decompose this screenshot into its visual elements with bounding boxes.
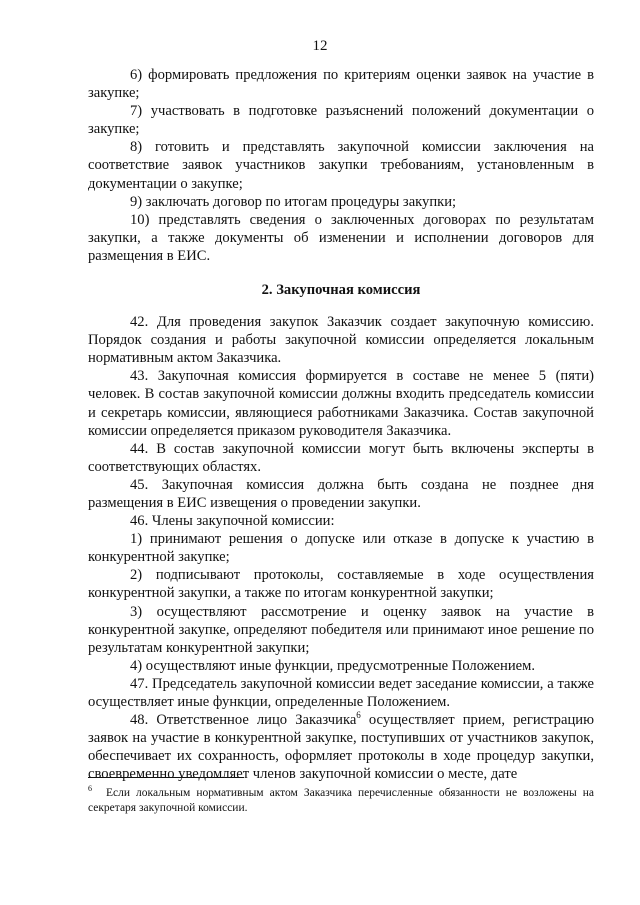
list-item: 6) формировать предложения по критериям оценки заявок на участие в закупке; bbox=[88, 67, 594, 102]
paragraph-46: 46. Члены закупочной комиссии: bbox=[130, 513, 335, 530]
footnote bbox=[88, 786, 594, 816]
footnote-mark: 6 bbox=[88, 784, 92, 794]
page-number: 12 bbox=[312, 38, 328, 54]
footnote-text: Если локальным нормативным актом Заказчика перечисленные обязанности не возложены на секретаря закупочной комиссии. bbox=[88, 787, 594, 814]
paragraph-43: 43. Закупочная комиссия формируется в составе не менее 5 (пяти) человек. В состав закупочной комиссии должны входить председатель комиссии и секретарь комиссии, являющиеся работниками Заказчика. Состав закупочной комиссии определяется приказом руководителя Заказчика. bbox=[88, 368, 594, 439]
footnote-separator bbox=[88, 777, 244, 778]
list-item: 9) заключать договор по итогам процедуры закупки; bbox=[130, 193, 457, 210]
paragraph-42: 42. Для проведения закупок Заказчик создает закупочную комиссию. Порядок создания и работы закупочной комиссии определяется локальным нормативным актом Заказчика. bbox=[88, 314, 594, 367]
list-item: 10) представлять сведения о заключенных договорах по результатам закупки, а также документы об изменении и исполнении договоров для размещения в ЕИС. bbox=[88, 211, 594, 264]
list-item: 1) принимают решения о допуске или отказе в допуске к участию в конкурентной закупке; bbox=[88, 531, 594, 566]
paragraph-47: 47. Председатель закупочной комиссии ведет заседание комиссии, а также осуществляет иные функции, определенные Положением. bbox=[88, 675, 594, 710]
paragraph-48-start: 48. Ответственное лицо Заказчика bbox=[130, 712, 357, 729]
list-item: 8) готовить и представлять закупочной комиссии заключения на соответствие заявок участников закупки требованиям, установленным в документации о закупке; bbox=[88, 139, 594, 192]
list-item: 7) участвовать в подготовке разъяснений положений документации о закупке; bbox=[88, 103, 594, 138]
list-item: 3) осуществляют рассмотрение и оценку заявок на участие в конкурентной закупке, определяют победителя или принимают иное решение по результатам конкурентной закупки; bbox=[88, 603, 594, 656]
paragraph-45: 45. Закупочная комиссия должна быть создана не позднее дня размещения в ЕИС извещения о проведении закупки. bbox=[88, 476, 594, 511]
list-item: 2) подписывают протоколы, составляемые в ходе осуществления конкурентной закупки, а также по итогам конкурентной закупки; bbox=[88, 567, 594, 602]
section-heading: 2. Закупочная комиссия bbox=[261, 282, 421, 299]
list-item: 4) осуществляют иные функции, предусмотренные Положением. bbox=[130, 657, 535, 674]
paragraph-44: 44. В состав закупочной комиссии могут быть включены эксперты в соответствующих областях. bbox=[88, 440, 594, 475]
paragraph-48 bbox=[88, 711, 594, 783]
page-body bbox=[88, 66, 594, 783]
paragraph-48-rest: осуществляет прием, регистрацию заявок на участие в конкурентной закупке, поступивших от участников закупок, обеспечивает их сохранность, оформляет протоколы в ходе процедур закупки, своевременно уведомляет членов закупочной комиссии о месте, дате bbox=[88, 712, 594, 783]
footnote-reference[interactable]: 6 bbox=[356, 710, 361, 721]
